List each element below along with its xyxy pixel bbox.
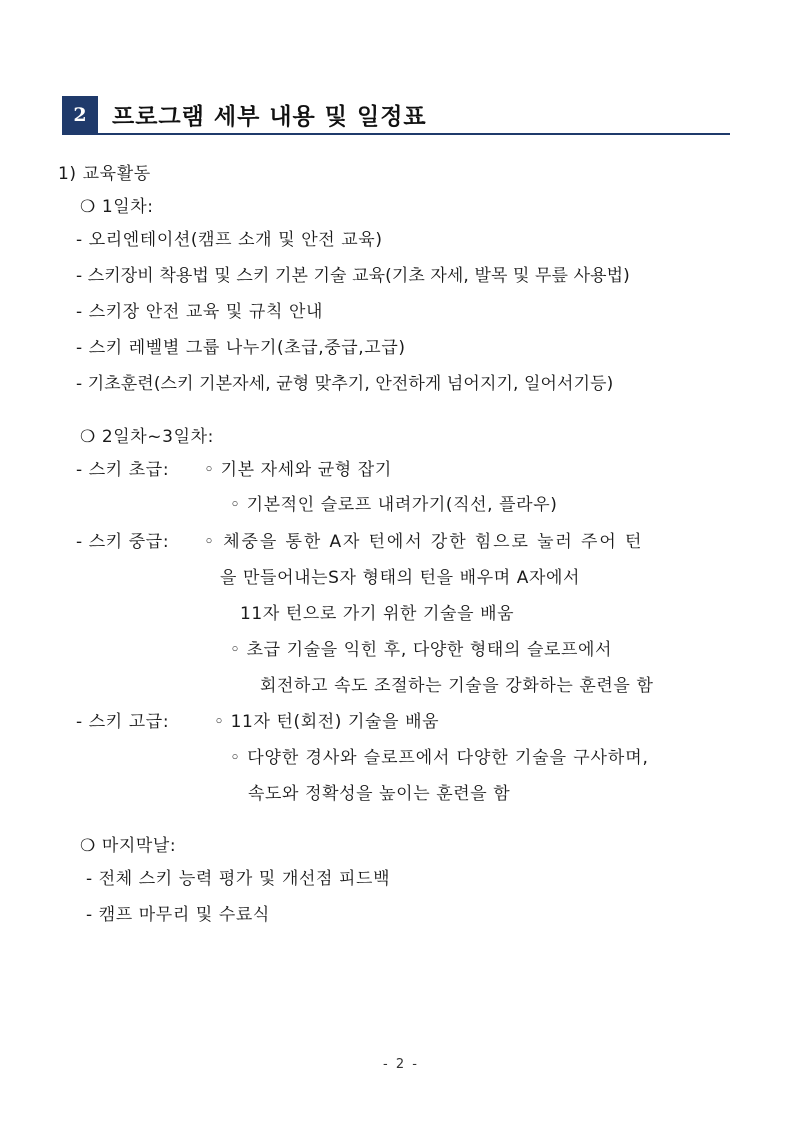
beginner-line: ◦ 기본 자세와 균형 잡기 xyxy=(204,460,392,480)
day2-label: ❍ 2일차~3일차: xyxy=(80,427,214,447)
intermediate-line: 을 만들어내는S자 형태의 턴을 배우며 A자에서 xyxy=(220,568,581,588)
last-day-item: - 전체 스키 능력 평가 및 개선점 피드백 xyxy=(86,869,391,889)
page-number: - 2 - xyxy=(383,1057,419,1072)
last-day-label: ❍ 마지막날: xyxy=(80,836,177,856)
intermediate-line: ◦ 초급 기술을 익힌 후, 다양한 형태의 슬로프에서 xyxy=(230,640,613,660)
advanced-line: ◦ 11자 턴(회전) 기술을 배움 xyxy=(214,712,440,732)
advanced-label: - 스키 고급: xyxy=(76,712,170,732)
intermediate-line: 11자 턴으로 가기 위한 기술을 배움 xyxy=(240,604,515,624)
intermediate-line: 회전하고 속도 조절하는 기술을 강화하는 훈련을 함 xyxy=(260,676,654,696)
day1-item: - 오리엔테이션(캠프 소개 및 안전 교육) xyxy=(76,230,383,250)
intermediate-label: - 스키 중급: xyxy=(76,532,170,552)
intermediate-line: ◦ 체중을 통한 A자 턴에서 강한 힘으로 눌러 주어 턴 xyxy=(204,532,644,552)
advanced-line: 속도와 정확성을 높이는 훈련을 함 xyxy=(248,784,511,804)
day1-item: - 기초훈련(스키 기본자세, 균형 맞추기, 안전하게 넘어지기, 일어서기등) xyxy=(76,374,614,394)
subsection-title: 1) 교육활동 xyxy=(58,164,151,184)
day1-item: - 스키장비 착용법 및 스키 기본 기술 교육(기초 자세, 발목 및 무릎 사용법) xyxy=(76,266,630,286)
heading-underline xyxy=(62,133,730,135)
day1-item: - 스키 레벨별 그룹 나누기(초급,중급,고급) xyxy=(76,338,406,358)
beginner-label: - 스키 초급: xyxy=(76,460,170,480)
section-number-badge: 2 xyxy=(62,96,98,134)
day1-label: ❍ 1일차: xyxy=(80,197,154,217)
beginner-line: ◦ 기본적인 슬로프 내려가기(직선, 플라우) xyxy=(230,495,558,515)
day1-item: - 스키장 안전 교육 및 규칙 안내 xyxy=(76,302,324,322)
section-heading: 프로그램 세부 내용 및 일정표 xyxy=(112,104,427,130)
last-day-item: - 캠프 마무리 및 수료식 xyxy=(86,905,270,925)
advanced-line: ◦ 다양한 경사와 슬로프에서 다양한 기술을 구사하며, xyxy=(230,748,649,768)
